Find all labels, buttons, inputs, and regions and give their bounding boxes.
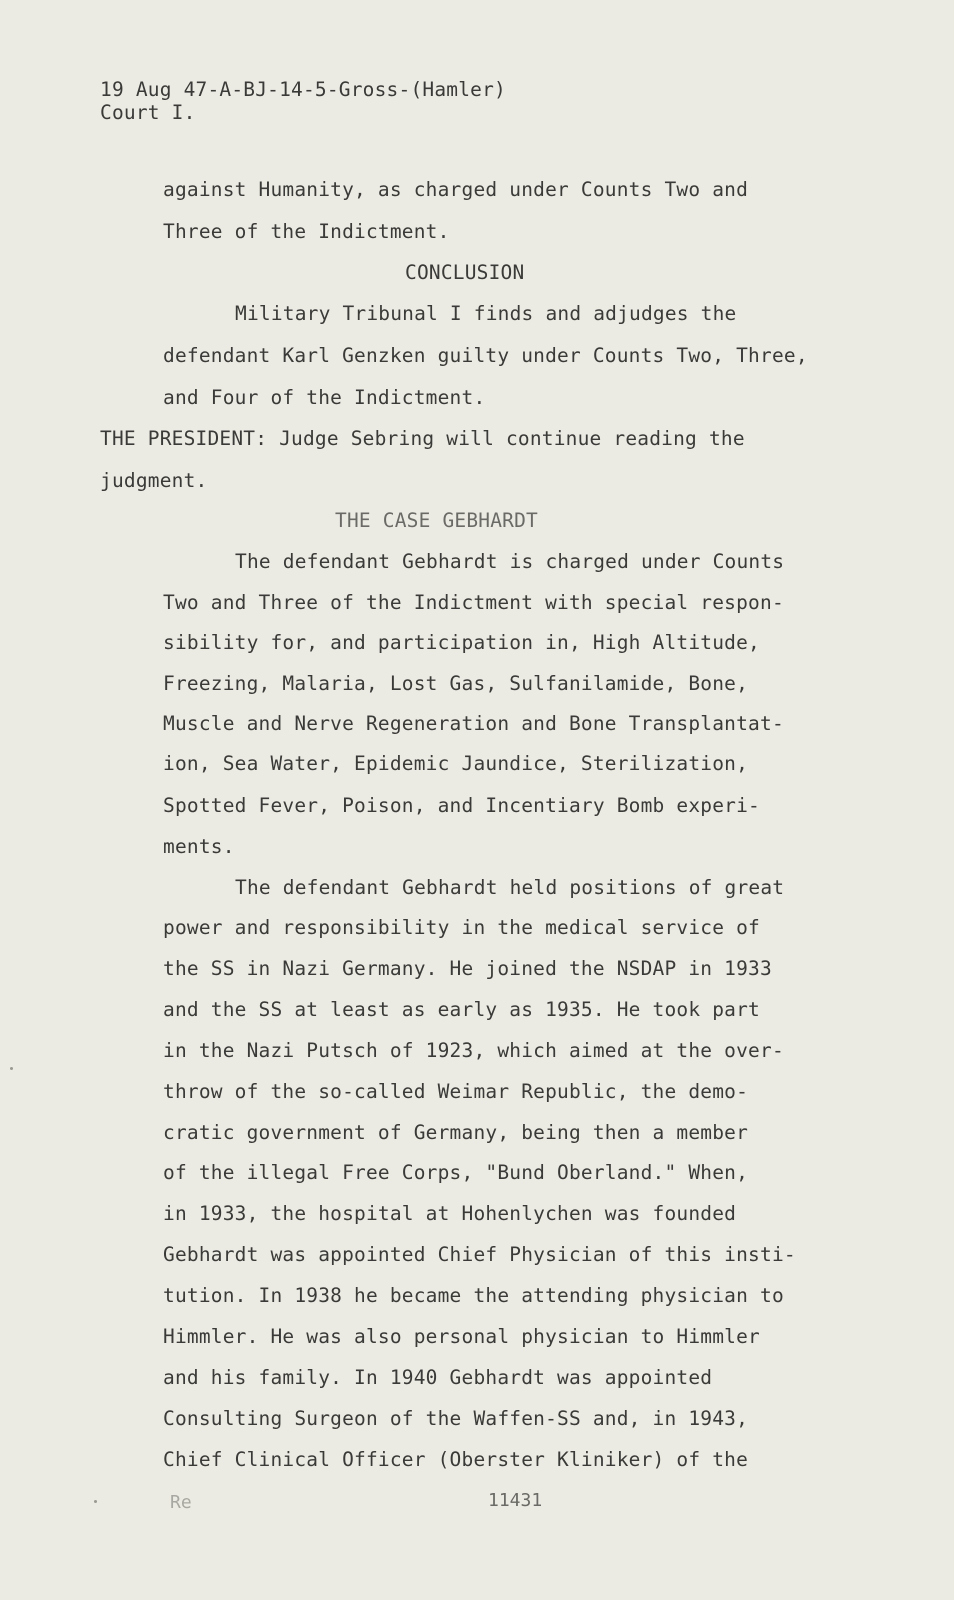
body-line: and Four of the Indictment. xyxy=(163,386,486,409)
header-reference: 19 Aug 47-A-BJ-14-5-Gross-(Hamler) xyxy=(100,78,506,101)
body-line: ments. xyxy=(163,835,235,858)
footer-fragment: Re xyxy=(170,1492,192,1513)
body-line: Gebhardt was appointed Chief Physician of this insti- xyxy=(163,1243,796,1266)
header-court: Court I. xyxy=(100,101,196,124)
body-line: The defendant Gebhardt is charged under Counts xyxy=(235,550,785,573)
body-line: ion, Sea Water, Epidemic Jaundice, Sterilization, xyxy=(163,752,749,775)
body-line: Three of the Indictment. xyxy=(163,220,450,243)
body-line: and his family. In 1940 Gebhardt was appointed xyxy=(163,1366,713,1389)
paper-speck xyxy=(94,1500,97,1503)
body-line: in 1933, the hospital at Hohenlychen was founded xyxy=(163,1202,737,1225)
section-heading-conclusion: CONCLUSION xyxy=(405,261,525,284)
body-line: Muscle and Nerve Regeneration and Bone Transplantat- xyxy=(163,712,784,735)
body-line: defendant Karl Genzken guilty under Counts Two, Three, xyxy=(163,344,808,367)
body-line: against Humanity, as charged under Counts Two and xyxy=(163,178,749,201)
paper-speck xyxy=(10,1067,13,1070)
body-line: and the SS at least as early as 1935. He took part xyxy=(163,998,760,1021)
body-line: the SS in Nazi Germany. He joined the NSDAP in 1933 xyxy=(163,957,772,980)
body-line: Chief Clinical Officer (Oberster Kliniker) of the xyxy=(163,1448,749,1471)
body-line: Military Tribunal I finds and adjudges the xyxy=(235,302,737,325)
body-line: Freezing, Malaria, Lost Gas, Sulfanilamide, Bone, xyxy=(163,672,749,695)
body-line: sibility for, and participation in, High Altitude, xyxy=(163,631,760,654)
body-line: throw of the so-called Weimar Republic, the demo- xyxy=(163,1080,749,1103)
body-line: The defendant Gebhardt held positions of great xyxy=(235,876,785,899)
body-line: Spotted Fever, Poison, and Incentiary Bomb experi- xyxy=(163,794,760,817)
body-line: in the Nazi Putsch of 1923, which aimed at the over- xyxy=(163,1039,784,1062)
body-line: power and responsibility in the medical service of xyxy=(163,916,760,939)
section-heading-case: THE CASE GEBHARDT xyxy=(335,509,538,532)
body-line: Consulting Surgeon of the Waffen-SS and, in 1943, xyxy=(163,1407,749,1430)
body-line: cratic government of Germany, being then a member xyxy=(163,1121,749,1144)
body-line: Himmler. He was also personal physician to Himmler xyxy=(163,1325,760,1348)
page-number: 11431 xyxy=(488,1490,543,1511)
body-line: of the illegal Free Corps, "Bund Oberland." When, xyxy=(163,1161,749,1184)
body-line: tution. In 1938 he became the attending physician to xyxy=(163,1284,784,1307)
speaker-line: THE PRESIDENT: Judge Sebring will continue reading the xyxy=(100,427,745,450)
body-line: judgment. xyxy=(100,469,208,492)
body-line: Two and Three of the Indictment with special respon- xyxy=(163,591,784,614)
